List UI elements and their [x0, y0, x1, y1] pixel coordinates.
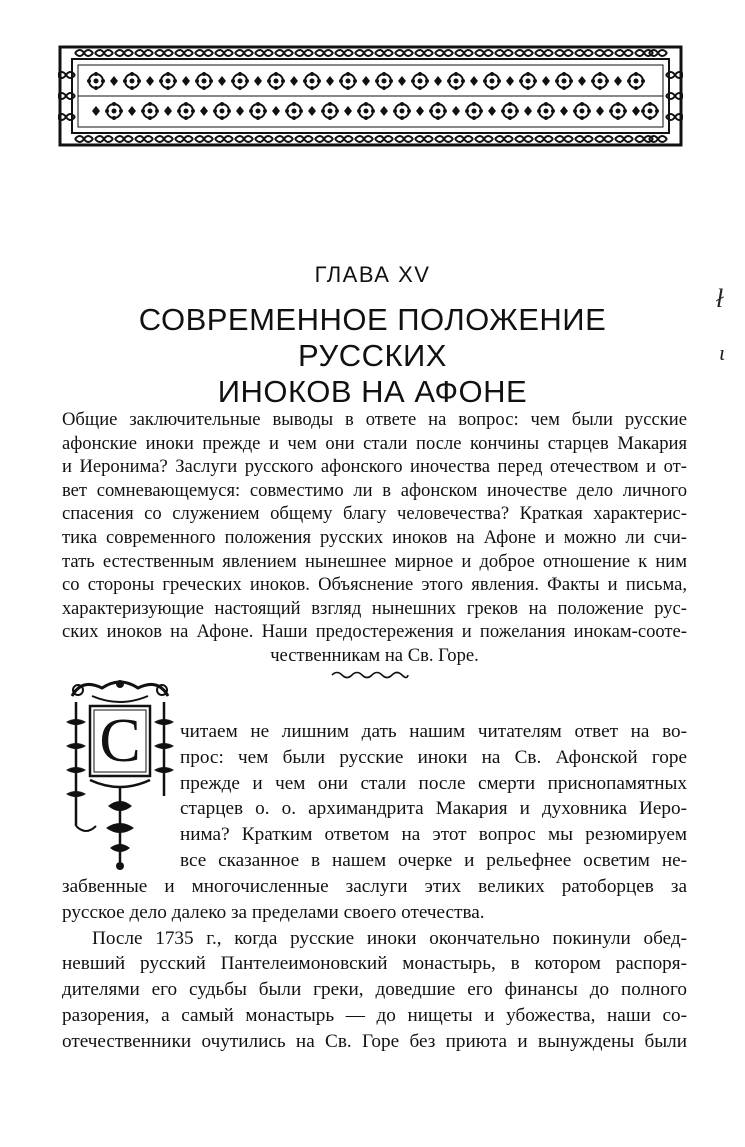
summary-line: и Иеронима? Заслуги русского афонского иночества перед отечеством и от-: [62, 456, 687, 478]
body-paragraph-intro: [180, 719, 687, 874]
chapter-number: ГЛАВА XV: [314, 262, 431, 287]
summary-line: чественникам на Св. Горе.: [270, 644, 479, 666]
chapter-title-line: СОВРЕМЕННОЕ ПОЛОЖЕНИЕ РУССКИХ: [138, 302, 607, 373]
body-line: читаем не лишним дать нашим читателям ответ на во-: [180, 721, 687, 742]
summary-line: со стороны греческих иноков. Объяснение этого явления. Факты и письма,: [62, 574, 687, 596]
summary-line: спасения со служением общему благу человечества? Краткая характерис-: [62, 503, 687, 525]
body-line: невший русский Пантелеимоновский монастырь, в котором распоря-: [62, 953, 687, 975]
body-line: прежде и чем они стали после смерти приснопамятных: [180, 772, 687, 794]
body-line: разорения, а самый монастырь — до нищеты и убожества, наши со-: [62, 1004, 687, 1026]
ornamental-initial: [62, 676, 178, 872]
body-line: прос: чем были русские иноки на Св. Афонской горе: [180, 746, 687, 768]
chapter-title-line: ИНОКОВ НА АФОНЕ: [217, 374, 528, 409]
summary-line: ских иноков на Афоне. Наши предостережения и пожелания инокам-сооте-: [62, 621, 687, 643]
margin-mark: ł: [716, 284, 724, 313]
chapter-title: [60, 302, 685, 410]
margin-mark: ι: [719, 340, 726, 365]
summary-line: тика современного положения русских иноков на Афоне и можно ли счи-: [62, 526, 687, 548]
summary-line: афонские иноки прежде и чем они стали после кончины старцев Макария: [62, 432, 687, 454]
summary-line: Общие заключительные выводы в ответе на вопрос: чем были русские: [62, 409, 687, 430]
wavy-divider-icon: [330, 668, 410, 680]
body-line: нима? Кратким ответом на этот вопрос мы резюмируем: [180, 824, 687, 846]
body-line: дителями его судьбы были греки, доведшие его финансы до полного: [62, 979, 687, 1001]
summary-line: характеризующие настоящий взгляд нынешних греков на положение рус-: [62, 597, 687, 619]
body-paragraph-main: [62, 874, 687, 1055]
body-line: отечественники очутились на Св. Горе без приюта и вынуждены были: [62, 1030, 687, 1052]
body-line: забвенные и многочисленные заслуги этих великих ратоборцев за: [62, 876, 687, 897]
floral-border-ornament-icon: [58, 45, 683, 147]
chapter-summary: [62, 408, 687, 668]
drop-cap-letter: С: [99, 707, 141, 775]
body-line: старцев о. о. архимандрита Макария и духовника Иеро-: [180, 798, 687, 820]
summary-line: тать естественным явлением нынешнее мирное и доброе отношение к ним: [62, 550, 687, 572]
body-line: русское дело далеко за пределами своего отечества.: [62, 901, 485, 923]
summary-line: вет сомневающемуся: совместимо ли в афонском иночестве дело личного: [62, 479, 687, 501]
body-line: После 1735 г., когда русские иноки окончательно покинули обед-: [92, 927, 687, 949]
body-line: все сказанное в нашем очерке и рельефнее осветим не-: [180, 849, 687, 871]
